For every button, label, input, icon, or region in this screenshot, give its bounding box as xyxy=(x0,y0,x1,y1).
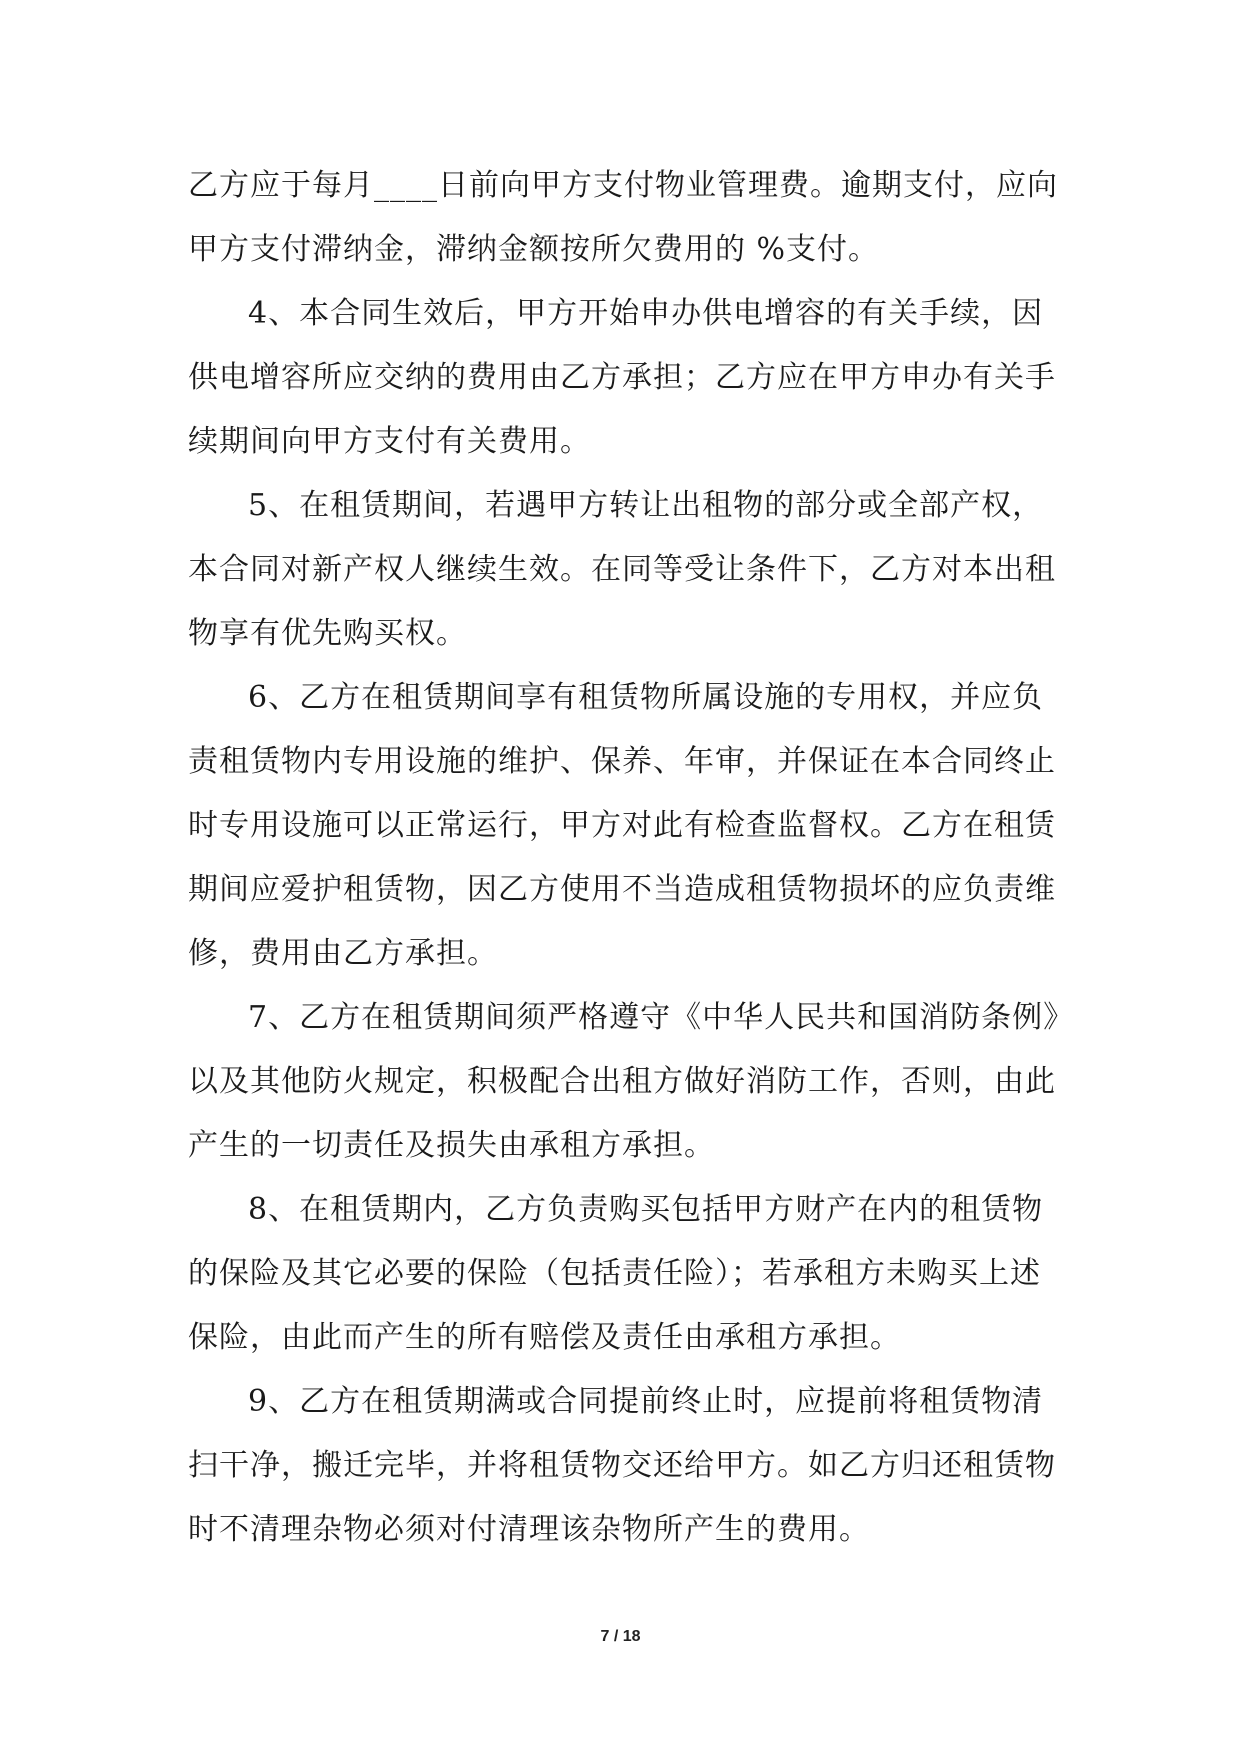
paragraph-continuation xyxy=(188,154,1063,282)
text-line: 6、乙方在租赁期间享有租赁物所属设施的专用权，并应负 xyxy=(248,680,1044,715)
text-line: 时专用设施可以正常运行，甲方对此有检查监督权。乙方在租赁 xyxy=(188,808,1056,843)
text-line: 物享有优先购买权。 xyxy=(188,616,467,651)
clause-6 xyxy=(188,666,1063,986)
text-line: 本合同对新产权人继续生效。在同等受让条件下，乙方对本出租 xyxy=(188,552,1056,587)
text-line: 修，费用由乙方承担。 xyxy=(188,936,498,971)
text-line: 乙方应于每月____日前向甲方支付物业管理费。逾期支付，应向 xyxy=(188,168,1058,203)
text-line: 续期间向甲方支付有关费用。 xyxy=(188,424,591,459)
clause-8 xyxy=(188,1178,1063,1370)
text-line: 期间应爱护租赁物，因乙方使用不当造成租赁物损坏的应负责维 xyxy=(188,872,1056,907)
text-line: 以及其他防火规定，积极配合出租方做好消防工作，否则，由此 xyxy=(188,1064,1056,1099)
text-line: 责租赁物内专用设施的维护、保养、年审，并保证在本合同终止 xyxy=(188,744,1056,779)
document-body xyxy=(188,154,1075,1562)
page-number: 7 / 18 xyxy=(600,1628,641,1645)
text-line: 产生的一切责任及损失由承租方承担。 xyxy=(188,1128,715,1163)
text-line: 9、乙方在租赁期满或合同提前终止时，应提前将租赁物清 xyxy=(248,1384,1044,1419)
clause-4 xyxy=(188,282,1063,474)
clause-5 xyxy=(188,474,1063,666)
text-line: 时不清理杂物必须对付清理该杂物所产生的费用。 xyxy=(188,1512,870,1547)
text-line: 4、本合同生效后，甲方开始申办供电增容的有关手续，因 xyxy=(248,296,1044,331)
text-line: 5、在租赁期间，若遇甲方转让出租物的部分或全部产权， xyxy=(248,488,1044,523)
clause-7 xyxy=(188,986,1075,1178)
text-line: 甲方支付滞纳金，滞纳金额按所欠费用的 %支付。 xyxy=(188,232,880,267)
text-line: 保险，由此而产生的所有赔偿及责任由承租方承担。 xyxy=(188,1320,901,1355)
clause-9 xyxy=(188,1370,1063,1562)
text-line: 的保险及其它必要的保险（包括责任险）；若承租方未购买上述 xyxy=(188,1256,1041,1291)
text-line: 8、在租赁期内，乙方负责购买包括甲方财产在内的租赁物 xyxy=(248,1192,1044,1227)
text-line: 7、乙方在租赁期间须严格遵守《中华人民共和国消防条例》 xyxy=(248,1000,1075,1035)
text-line: 扫干净，搬迁完毕，并将租赁物交还给甲方。如乙方归还租赁物 xyxy=(188,1448,1056,1483)
text-line: 供电增容所应交纳的费用由乙方承担；乙方应在甲方申办有关手 xyxy=(188,360,1056,395)
